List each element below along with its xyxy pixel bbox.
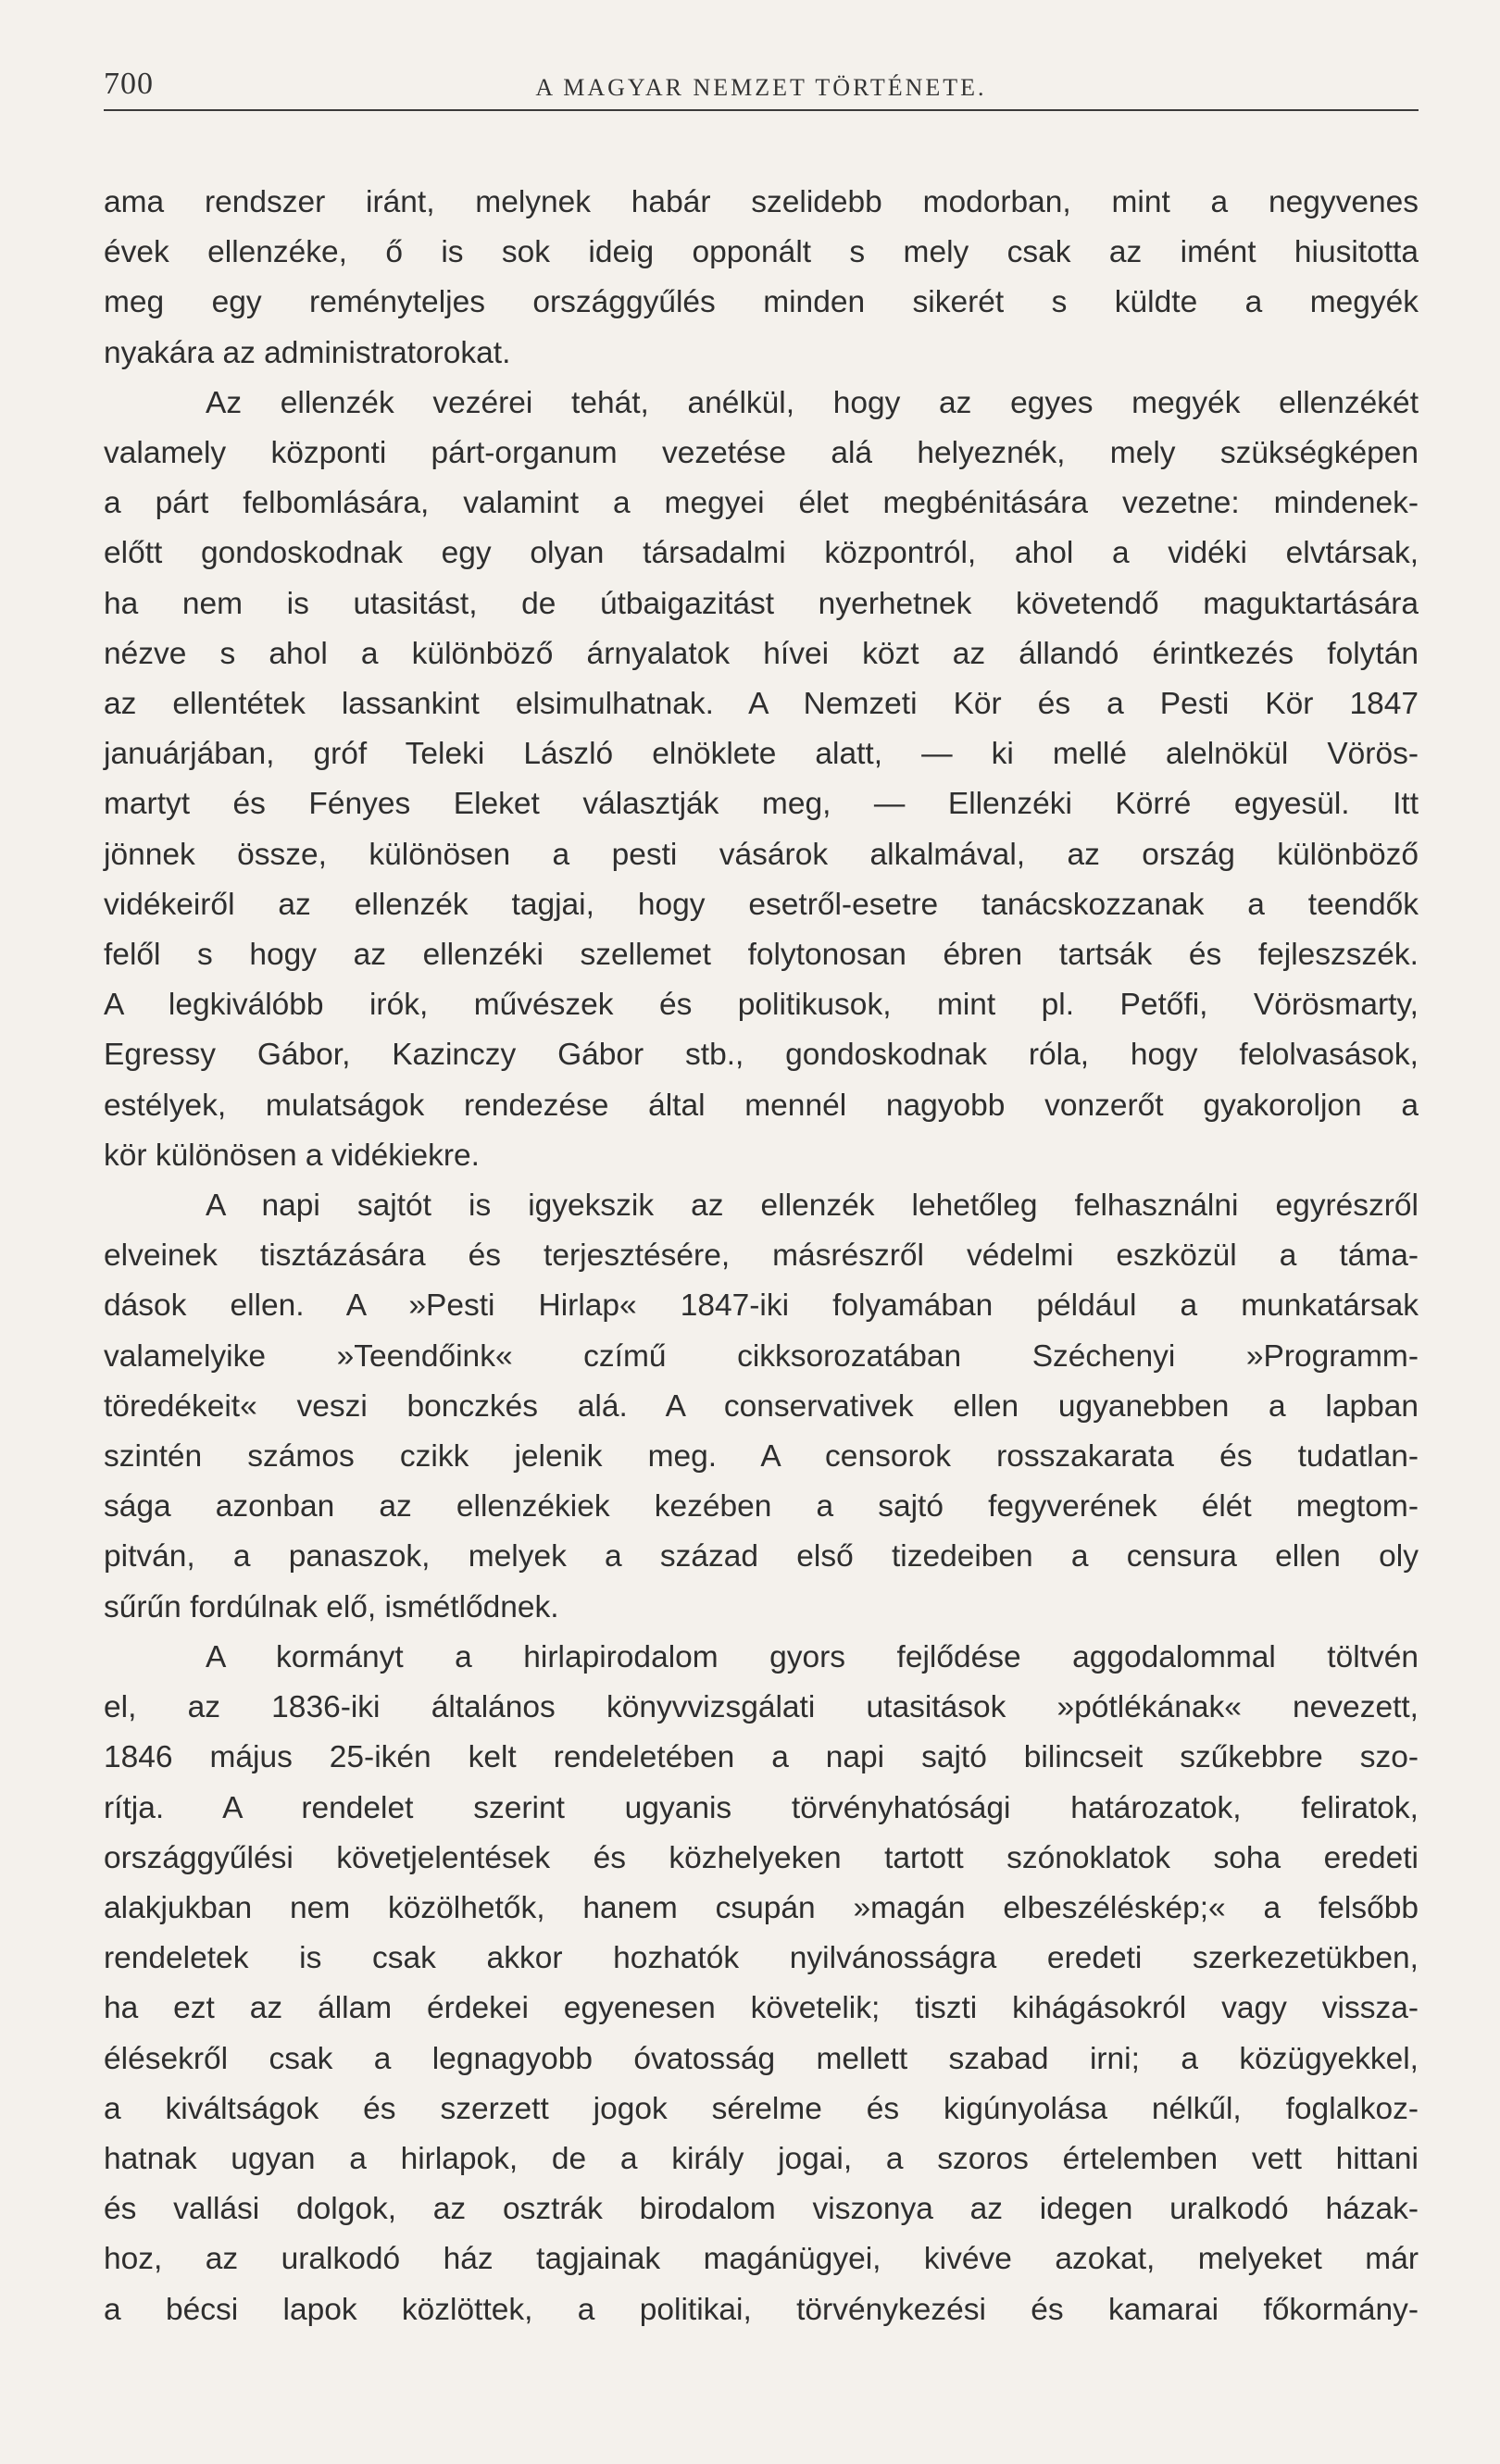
body-text	[104, 178, 1419, 2335]
text-line: alakjukban nem közölhetők, hanem csupán »magán elbeszéléskép;« a felsőbb	[104, 1890, 1419, 1925]
text-line: felől s hogy az ellenzéki szellemet folytonosan ébren tartsák és fejleszszék.	[104, 938, 1419, 973]
text-line: és vallási dolgok, az osztrák birodalom viszonya az idegen uralkodó házak-	[104, 2192, 1419, 2227]
text-line: töredékeit« veszi bonczkés alá. A conservativek ellen ugyanebben a lapban	[104, 1388, 1419, 1424]
text-line: nyakára az administratorokat.	[104, 335, 511, 370]
paragraph	[104, 379, 1419, 1181]
text-line: ha ezt az állam érdekei egyenesen követelik; tiszti kihágásokról vagy vissza-	[104, 1991, 1419, 2026]
text-line: valamely központi párt-organum vezetése alá helyeznék, mely szükségképen	[104, 436, 1419, 471]
text-line: élésekről csak a legnagyobb óvatosság mellett szabad irni; a közügyekkel,	[104, 2041, 1419, 2076]
paragraph	[104, 1633, 1419, 2335]
text-line: hoz, az uralkodó ház tagjainak magánügyei, kivéve azokat, melyeket már	[104, 2242, 1419, 2277]
text-line: A napi sajtót is igyekszik az ellenzék lehetőleg felhasználni egyrészről	[206, 1188, 1419, 1224]
page-number: 700	[104, 67, 154, 101]
text-line: pitván, a panaszok, melyek a század első tizedeiben a censura ellen oly	[104, 1539, 1419, 1574]
text-line: januárjában, gróf Teleki László elnöklete alatt, — ki mellé alelnökül Vörös-	[104, 737, 1419, 772]
text-line: Az ellenzék vezérei tehát, anélkül, hogy az egyes megyék ellenzékét	[206, 385, 1419, 420]
text-line: A legkiválóbb irók, művészek és politikusok, mint pl. Petőfi, Vörösmarty,	[104, 988, 1419, 1023]
text-line: sűrűn fordúlnak elő, ismétlődnek.	[104, 1589, 559, 1624]
text-line: a bécsi lapok közlöttek, a politikai, törvénykezési és kamarai főkormány-	[104, 2292, 1419, 2327]
text-line: Egressy Gábor, Kazinczy Gábor stb., gondoskodnak róla, hogy felolvasások,	[104, 1038, 1419, 1073]
text-line: a párt felbomlására, valamint a megyei élet megbénitására vezetne: mindenek-	[104, 486, 1419, 521]
text-line: évek ellenzéke, ő is sok ideig opponált s mely csak az imént hiusitotta	[104, 235, 1419, 270]
text-line: szintén számos czikk jelenik meg. A censorok rosszakarata és tudatlan-	[104, 1439, 1419, 1475]
text-line: valamelyike »Teendőink« czímű cikksorozatában Széchenyi »Programm-	[104, 1338, 1419, 1374]
page-header	[104, 61, 1419, 111]
text-line: estélyek, mulatságok rendezése által mennél nagyobb vonzerőt gyakoroljon a	[104, 1088, 1419, 1123]
text-line: jönnek össze, különösen a pesti vásárok alkalmával, az ország különböző	[104, 837, 1419, 872]
text-line: el, az 1836-iki általános könyvvizsgálati utasitások »pótlékának« nevezett,	[104, 1690, 1419, 1725]
text-line: vidékeiről az ellenzék tagjai, hogy esetről-esetre tanácskozzanak a teendők	[104, 887, 1419, 922]
text-line: sága azonban az ellenzékiek kezében a sajtó fegyverének élét megtom-	[104, 1489, 1419, 1524]
text-line: kör különösen a vidékiekre.	[104, 1138, 480, 1173]
text-line: meg egy reményteljes országgyűlés minden sikerét s küldte a megyék	[104, 285, 1419, 320]
text-line: dások ellen. A »Pesti Hirlap« 1847-iki folyamában például a munkatársak	[104, 1288, 1419, 1324]
text-line: nézve s ahol a különböző árnyalatok hívei közt az állandó érintkezés folytán	[104, 636, 1419, 671]
text-line: a kiváltságok és szerzett jogok sérelme és kigúnyolása nélkűl, foglalkoz-	[104, 2091, 1419, 2126]
paragraph	[104, 178, 1419, 379]
text-line: országgyűlési követjelentések és közhelyeken tartott szónoklatok soha eredeti	[104, 1840, 1419, 1875]
text-line: elveinek tisztázására és terjesztésére, másrészről védelmi eszközül a táma-	[104, 1238, 1419, 1274]
text-line: A kormányt a hirlapirodalom gyors fejlődése aggodalommal töltvén	[206, 1639, 1419, 1674]
text-line: 1846 május 25-ikén kelt rendeletében a napi sajtó bilincseit szűkebbre szo-	[104, 1740, 1419, 1775]
text-line: ha nem is utasitást, de útbaigazitást nyerhetnek követendő maguktartására	[104, 586, 1419, 621]
text-line: az ellentétek lassankint elsimulhatnak. A Nemzeti Kör és a Pesti Kör 1847	[104, 687, 1419, 722]
text-line: ama rendszer iránt, melynek habár szelidebb modorban, mint a negyvenes	[104, 185, 1419, 219]
text-line: hatnak ugyan a hirlapok, de a király jogai, a szoros értelemben vett hittani	[104, 2141, 1419, 2176]
text-line: rendeletek is csak akkor hozhatók nyilvánosságra eredeti szerkezetükben,	[104, 1941, 1419, 1976]
paragraph	[104, 1181, 1419, 1633]
running-title: A MAGYAR NEMZET TÖRTÉNETE.	[535, 74, 987, 101]
text-line: rítja. A rendelet szerint ugyanis törvényhatósági határozatok, feliratok,	[104, 1790, 1419, 1825]
text-line: martyt és Fényes Eleket választják meg, — Ellenzéki Körré egyesül. Itt	[104, 787, 1419, 822]
text-line: előtt gondoskodnak egy olyan társadalmi központról, ahol a vidéki elvtársak,	[104, 536, 1419, 571]
